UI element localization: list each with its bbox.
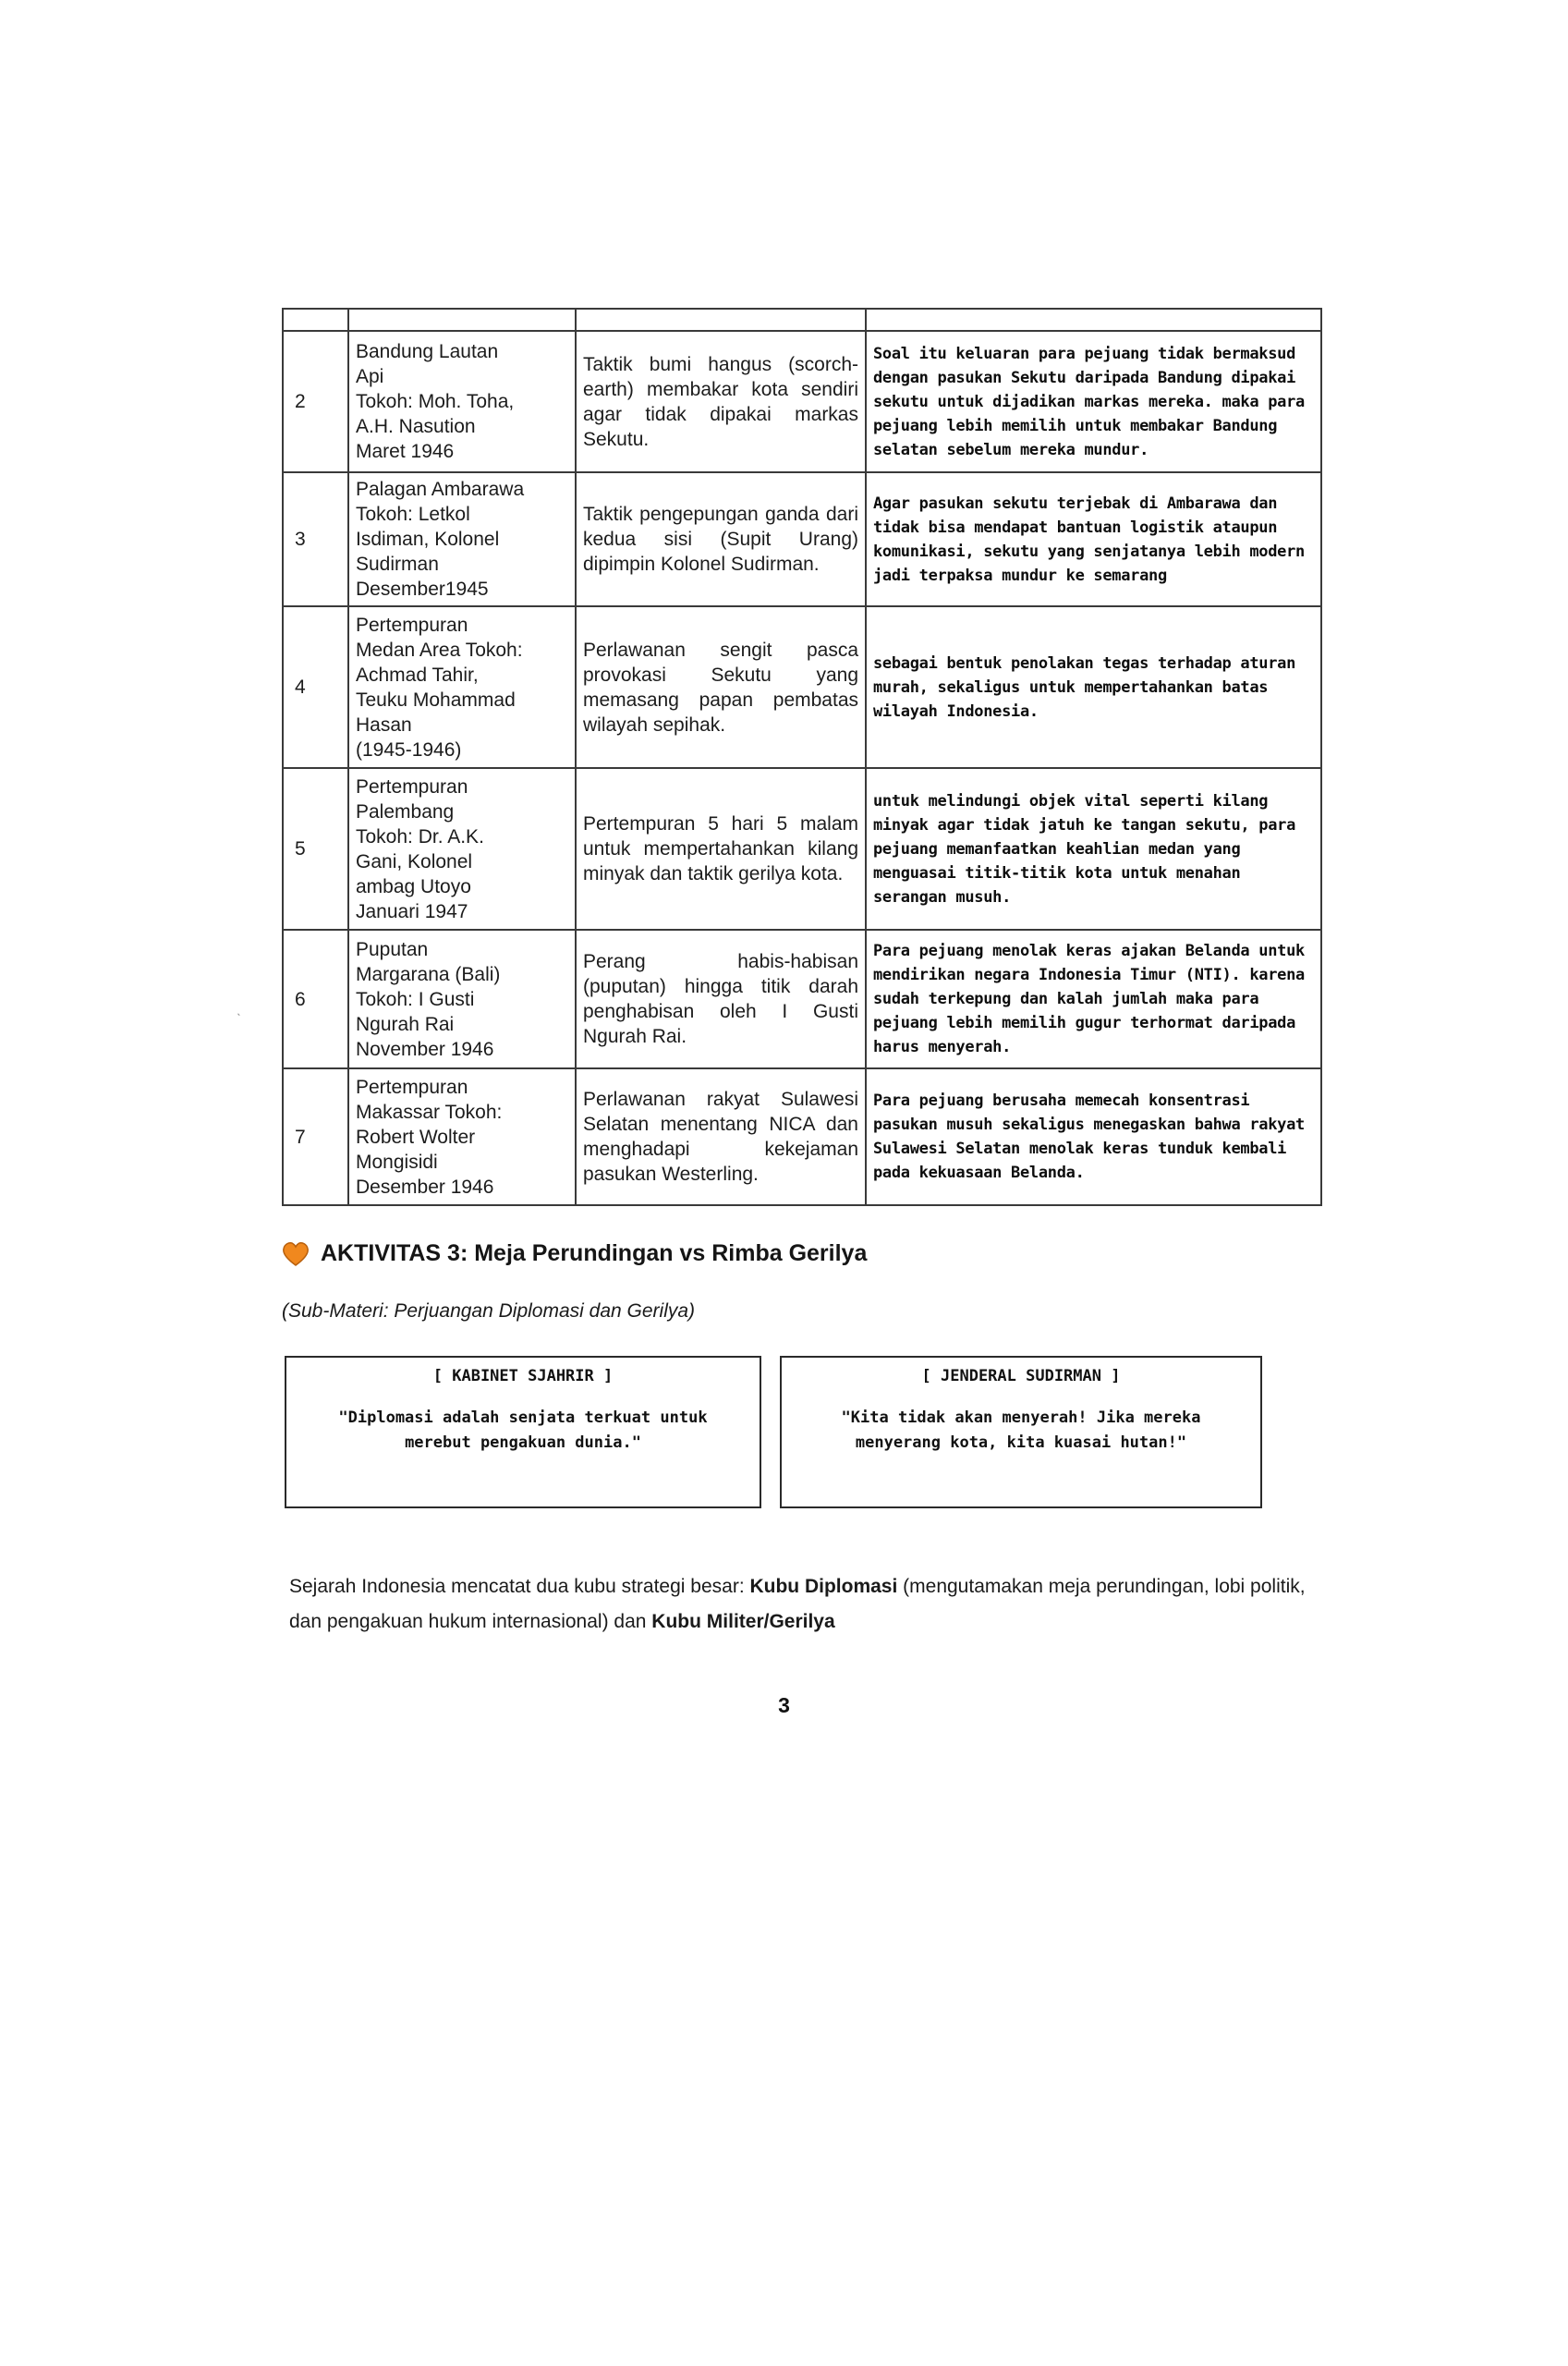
row-number: 5	[283, 768, 348, 930]
event-cell: Pertempuran Palembang Tokoh: Dr. A.K. Gani, Kolonel ambag Utoyo Januari 1947	[348, 768, 576, 930]
tactic-cell: Perlawanan sengit pasca provokasi Sekutu yang memasang papan pembatas wilayah sepihak.	[576, 606, 866, 768]
quote-box-sudirman	[780, 1356, 1262, 1508]
reason-cell: untuk melindungi objek vital seperti kilang minyak agar tidak jatuh ke tangan sekutu, para pejuang memanfaatkan keahlian medan yang menguasai titik-titik kota untuk menahan serangan musuh.	[866, 768, 1321, 930]
tactic-cell: Taktik bumi hangus (scorch-earth) membakar kota sendiri agar tidak dipakai markas Sekutu.	[576, 331, 866, 472]
table-row	[283, 1068, 1321, 1205]
paragraph-bold-term: Kubu Diplomasi	[749, 1576, 898, 1597]
quote-box-sjahrir	[285, 1356, 761, 1508]
page-number: 3	[778, 1693, 790, 1717]
reason-cell: Para pejuang berusaha memecah konsentrasi pasukan musuh sekaligus menegaskan bahwa rakyat Sulawesi Selatan menolak keras tunduk kembali pada kekuasaan Belanda.	[866, 1068, 1321, 1205]
paragraph-text: (mengutamakan meja perundingan, lobi politik, dan pengakuan hukum internasional) dan	[289, 1576, 1306, 1632]
tactic-cell: Taktik pengepungan ganda dari kedua sisi (Supit Urang) dipimpin Kolonel Sudirman.	[576, 472, 866, 606]
quote-box-heading: [ JENDERAL SUDIRMAN ]	[921, 1367, 1121, 1385]
activity-title-text: AKTIVITAS 3: Meja Perundingan vs Rimba Gerilya	[321, 1240, 868, 1266]
tactic-cell: Perlawanan rakyat Sulawesi Selatan menentang NICA dan menghadapi kekejaman pasukan Westerling.	[576, 1068, 866, 1205]
history-table	[282, 308, 1322, 1206]
paragraph-bold-term: Kubu Militer/Gerilya	[651, 1611, 835, 1632]
tactic-cell: Pertempuran 5 hari 5 malam untuk mempertahankan kilang minyak dan taktik gerilya kota.	[576, 768, 866, 930]
event-cell: Palagan Ambarawa Tokoh: Letkol Isdiman, Kolonel Sudirman Desember1945	[348, 472, 576, 606]
heart-icon	[282, 1241, 310, 1267]
row-number: 4	[283, 606, 348, 768]
table-row	[283, 331, 1321, 472]
tactic-cell: Perang habis-habisan (puputan) hingga titik darah penghabisan oleh I Gusti Ngurah Rai.	[576, 930, 866, 1068]
event-cell: Puputan Margarana (Bali) Tokoh: I Gusti Ngurah Rai November 1946	[348, 930, 576, 1068]
body-paragraph	[289, 1569, 1306, 1640]
row-number: 6	[283, 930, 348, 1068]
paragraph-text: Sejarah Indonesia mencatat dua kubu strategi besar:	[289, 1576, 750, 1597]
row-number: 7	[283, 1068, 348, 1205]
event-cell: Pertempuran Makassar Tokoh: Robert Wolter Mongisidi Desember 1946	[348, 1068, 576, 1205]
reason-cell: Para pejuang menolak keras ajakan Belanda untuk mendirikan negara Indonesia Timur (NTI). karena sudah terkepung dan kalah jumlah maka para pejuang lebih memilih gugur terhormat daripada harus menyerah.	[866, 930, 1321, 1068]
activity-title	[282, 1240, 867, 1267]
stub-cell	[348, 309, 576, 331]
table-top-stub-row	[283, 309, 1321, 331]
quote-box-heading: [ KABINET SJAHRIR ]	[432, 1367, 614, 1385]
stub-cell	[576, 309, 866, 331]
activity-subtitle: (Sub-Materi: Perjuangan Diplomasi dan Gerilya)	[282, 1300, 696, 1322]
event-cell: Pertempuran Medan Area Tokoh: Achmad Tahir, Teuku Mohammad Hasan (1945-1946)	[348, 606, 576, 768]
stray-pen-mark: ˎ	[237, 1001, 242, 1017]
quote-text: "Diplomasi adalah senjata terkuat untuk merebut pengakuan dunia."	[338, 1409, 708, 1452]
reason-cell: Soal itu keluaran para pejuang tidak bermaksud dengan pasukan Sekutu daripada Bandung dipakai sekutu untuk dijadikan markas mereka. maka para pejuang lebih memilih untuk membakar Bandung selatan sebelum mereka mundur.	[866, 331, 1321, 472]
reason-cell: sebagai bentuk penolakan tegas terhadap aturan murah, sekaligus untuk mempertahankan batas wilayah Indonesia.	[866, 606, 1321, 768]
table-row	[283, 768, 1321, 930]
table-row	[283, 472, 1321, 606]
stub-cell	[283, 309, 348, 331]
reason-cell: Agar pasukan sekutu terjebak di Ambarawa dan tidak bisa mendapat bantuan logistik ataupun komunikasi, sekutu yang senjatanya lebih modern jadi terpaksa mundur ke semarang	[866, 472, 1321, 606]
row-number: 2	[283, 331, 348, 472]
stub-cell	[866, 309, 1321, 331]
event-cell: Bandung Lautan Api Tokoh: Moh. Toha, A.H. Nasution Maret 1946	[348, 331, 576, 472]
row-number: 3	[283, 472, 348, 606]
quote-text: "Kita tidak akan menyerah! Jika mereka menyerang kota, kita kuasai hutan!"	[841, 1409, 1201, 1452]
table-row	[283, 930, 1321, 1068]
table-row	[283, 606, 1321, 768]
